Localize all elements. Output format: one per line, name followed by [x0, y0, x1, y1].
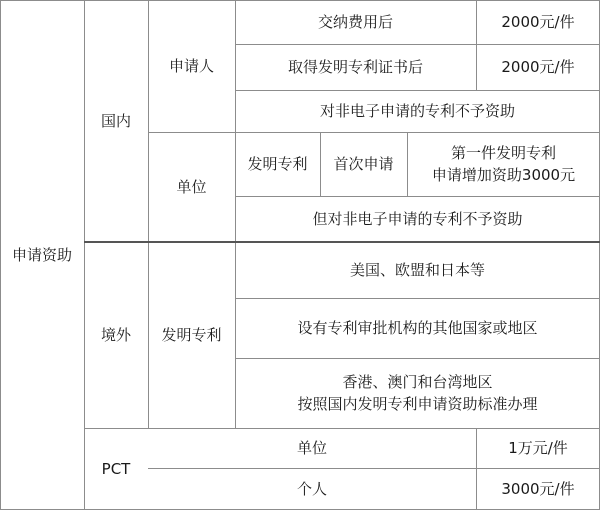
pct-individual-label: 个人	[296, 480, 327, 498]
applicant-row1-condition: 交纳费用后	[317, 13, 393, 31]
unit-stage-cell	[320, 132, 407, 196]
applicant-row1-amount: 2000元/件	[501, 13, 575, 31]
applicant-note: 对非电子申请的专利不予资助	[319, 102, 515, 120]
unit-note: 但对非电子申请的专利不予资助	[312, 210, 523, 228]
pct-individual-amount: 3000元/件	[501, 480, 575, 498]
unit-reward-line1: 第一件发明专利	[450, 144, 556, 162]
domestic-label-cell	[84, 0, 148, 242]
unit-label: 单位	[176, 178, 207, 196]
pct-label-cell	[84, 428, 148, 510]
overseas-row3-cell	[235, 358, 600, 428]
applicant-note-cell	[235, 90, 600, 132]
unit-label-cell	[148, 132, 235, 242]
pct-unit-label-cell	[148, 428, 476, 468]
overseas-row2-cell	[235, 298, 600, 358]
main-label-cell	[0, 0, 84, 510]
overseas-row3-line2: 按照国内发明专利申请资助标准办理	[297, 395, 538, 413]
unit-type-cell	[235, 132, 320, 196]
overseas-row1-cell	[235, 242, 600, 298]
applicant-row1-amount-cell	[476, 0, 600, 44]
applicant-row2-amount: 2000元/件	[501, 58, 575, 76]
applicant-row1-condition-cell	[235, 0, 476, 44]
overseas-row1: 美国、欧盟和日本等	[349, 261, 485, 279]
overseas-type: 发明专利	[161, 326, 222, 344]
overseas-row2: 设有专利审批机构的其他国家或地区	[297, 319, 538, 337]
pct-label: PCT	[101, 460, 131, 478]
unit-stage: 首次申请	[333, 155, 394, 173]
pct-individual-label-cell	[148, 468, 476, 510]
domestic-label: 国内	[100, 112, 131, 130]
applicant-label-cell	[148, 0, 235, 132]
pct-unit-amount-cell	[476, 428, 600, 468]
applicant-row2-amount-cell	[476, 44, 600, 90]
applicant-row2-condition: 取得发明专利证书后	[287, 58, 423, 76]
overseas-label: 境外	[100, 326, 131, 344]
unit-type: 发明专利	[247, 155, 308, 173]
pct-unit-label: 单位	[296, 439, 327, 457]
pct-individual-amount-cell	[476, 468, 600, 510]
unit-reward-line2: 申请增加资助3000元	[431, 166, 576, 184]
applicant-label: 申请人	[168, 57, 214, 75]
overseas-type-cell	[148, 242, 235, 428]
applicant-row2-condition-cell	[235, 44, 476, 90]
overseas-row3-line1: 香港、澳门和台湾地区	[342, 373, 493, 391]
main-label: 申请资助	[11, 246, 72, 264]
unit-reward-cell	[407, 132, 600, 196]
pct-unit-amount: 1万元/件	[508, 439, 568, 457]
unit-note-cell	[235, 196, 600, 242]
overseas-label-cell	[84, 242, 148, 428]
